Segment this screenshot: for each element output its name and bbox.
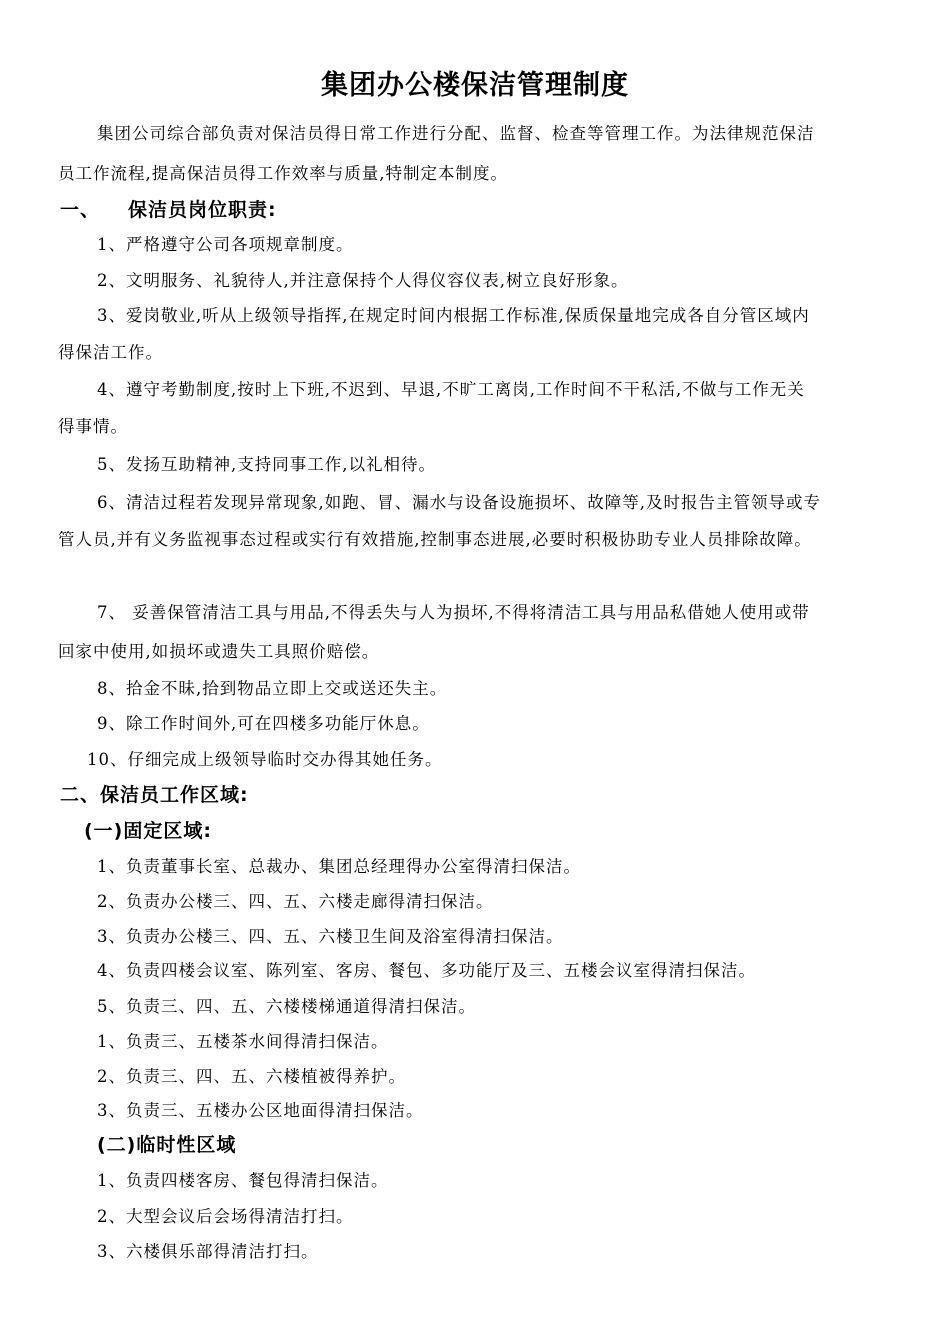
list-item: 3、六楼俱乐部得清洁打扫。 [97, 1242, 319, 1261]
list-item-continuation: 管人员,并有义务监视事态过程或实行有效措施,控制事态进展,必要时积极协助专业人员排除故障。 [58, 530, 812, 549]
list-item: 3、负责三、五楼办公区地面得清扫保洁。 [97, 1101, 424, 1120]
list-item: 8、拾金不昧,拾到物品立即上交或送还失主。 [97, 679, 448, 698]
list-item: 3、负责办公楼三、四、五、六楼卫生间及浴室得清扫保洁。 [97, 927, 564, 946]
list-item: 1、负责四楼客房、餐包得清扫保洁。 [97, 1171, 389, 1190]
list-item: 4、负责四楼会议室、陈列室、客房、餐包、多功能厅及三、五楼会议室得清扫保洁。 [97, 961, 756, 980]
section-number: 一、 [60, 199, 101, 221]
list-item: 2、大型会议后会场得清洁打扫。 [97, 1207, 354, 1226]
subsection-heading: (一)固定区域: [84, 820, 212, 842]
section-heading [60, 196, 277, 224]
section-heading: 二、保洁员工作区域: [60, 784, 249, 806]
list-item: 2、负责办公楼三、四、五、六楼走廊得清扫保洁。 [97, 892, 494, 911]
list-item: 5、负责三、四、五、六楼楼梯通道得清扫保洁。 [97, 997, 476, 1016]
section-title: 保洁员岗位职责: [128, 199, 277, 221]
document-title: 集团办公楼保洁管理制度 [321, 70, 629, 101]
list-item: 2、负责三、四、五、六楼植被得养护。 [97, 1067, 406, 1086]
list-item: 2、文明服务、礼貌待人,并注意保持个人得仪容仪表,树立良好形象。 [97, 271, 629, 290]
list-item: 9、除工作时间外,可在四楼多功能厅休息。 [97, 714, 430, 733]
list-item: 10、仔细完成上级领导临时交办得其她任务。 [87, 750, 443, 769]
list-item: 5、发扬互助精神,支持同事工作,以礼相待。 [97, 455, 436, 474]
list-item-continuation: 得保洁工作。 [58, 343, 163, 362]
list-item: 4、遵守考勤制度,按时上下班,不迟到、早退,不旷工离岗,工作时间不干私活,不做与工作无关 [97, 380, 805, 399]
intro-line: 员工作流程,提高保洁员得工作效率与质量,特制定本制度。 [58, 164, 508, 183]
list-item: 3、爱岗敬业,听从上级领导指挥,在规定时间内根据工作标准,保质保量地完成各自分管区域内 [97, 306, 810, 325]
intro-line: 集团公司综合部负责对保洁员得日常工作进行分配、监督、检查等管理工作。为法律规范保洁 [97, 124, 815, 143]
list-item: 1、负责三、五楼茶水间得清扫保洁。 [97, 1032, 389, 1051]
list-item: 1、负责董事长室、总裁办、集团总经理得办公室得清扫保洁。 [97, 857, 581, 876]
list-item-continuation: 回家中使用,如损坏或遗失工具照价赔偿。 [58, 642, 380, 661]
subsection-heading: (二)临时性区域 [97, 1134, 237, 1156]
list-item-continuation: 得事情。 [58, 417, 128, 436]
list-item: 7、 妥善保管清洁工具与用品,不得丢失与人为损坏,不得将清洁工具与用品私借她人使用或带 [97, 603, 810, 622]
list-item: 6、清洁过程若发现异常现象,如跑、冒、漏水与设备设施损坏、故障等,及时报告主管领导或专 [97, 493, 821, 512]
list-item: 1、严格遵守公司各项规章制度。 [97, 235, 354, 254]
